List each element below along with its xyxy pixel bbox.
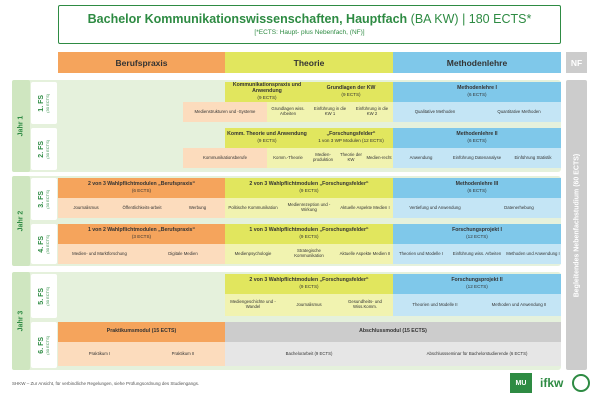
module-methodenlehre-3: Methodenlehre III (6 ECTS) (393, 178, 561, 198)
course-einfuehrung-statistik: Einführung Statistik (505, 148, 561, 168)
course-strategische-kommunikation: Strategische Kommunikation (281, 244, 337, 264)
module-forschungsprojekt-2: Forschungsprojekt II (12 ECTS) (393, 274, 561, 294)
header-nf: NF (566, 52, 587, 73)
course-kommunikationsberufe: Kommunikationsberufe (183, 148, 267, 168)
semester-5: 5. FS (30 ECTS) (31, 274, 57, 318)
year-label-3: Jahr 3 (12, 272, 30, 370)
course-medienrezeption: Medienrezeption und -Wirkung (281, 198, 337, 218)
course-gesundheitskommunikation: Gesundheits- und Wiss.Komm. (337, 294, 393, 316)
course-aktuelle-aspekte-2: Aktuelle Aspekte Medien II (337, 244, 393, 264)
semester-1: 1. FS (30 ECTS) (31, 82, 57, 124)
course-qualitative-methoden: Qualitative Methoden (393, 102, 477, 122)
course-komm-theorie: Komm.-Theorie (267, 148, 309, 168)
course-medienstrukturen: Medienstrukturen und -Systeme (183, 102, 267, 122)
course-einfuehrung-datenanalyse: Einführung Datenanalyse (449, 148, 505, 168)
semester-3: 3. FS (30 ECTS) (31, 178, 57, 220)
course-einfuehrung-kw-1: Einführung in die KW 1 (309, 102, 351, 122)
course-oeffentlichkeitsarbeit: Öffentlichkeits-arbeit (114, 198, 170, 218)
course-marktforschung: Medien- und Marktforschung (58, 244, 141, 264)
module-kommunikationspraxis: Kommunikationspraxis und Anwendung (9 ECTS) (225, 82, 309, 102)
semester-6: 6. FS (30 ECTS) (31, 322, 57, 368)
module-wp-berufspraxis-4: 1 von 2 Wahlpflichtmodulen „Berufspraxis“ (3 ECTS) (58, 224, 225, 244)
year-label-1: Jahr 1 (12, 80, 30, 172)
nebenfach-column: Begleitendes Nebenfachstudium (60 ECTS) (566, 80, 587, 370)
course-praktikum-2: Praktikum II (141, 342, 225, 366)
course-datenerhebung: Datenerhebung (477, 198, 561, 218)
header-theorie: Theorie (225, 52, 393, 73)
course-medienpsychologie: Medienpsychologie (225, 244, 281, 264)
course-einfuehrung-wiss-arbeiten: Einführung wiss. Arbeiten (449, 244, 505, 264)
course-bachelorarbeit: Bachelorarbeit (9 ECTS) (225, 342, 393, 366)
header-methodenlehre: Methodenlehre (393, 52, 561, 73)
module-wp-forschungsfelder-5: 2 von 3 Wahlpflichtmodulen „Forschungsfelder“ (9 ECTS) (225, 274, 393, 294)
course-aktuelle-aspekte-1: Aktuelle Aspekte Medien I (337, 198, 393, 218)
course-methoden-anwendung-1: Methoden und Anwendung I (505, 244, 561, 264)
course-theorien-modelle-2: Theorien und Modelle II (393, 294, 477, 316)
module-wp-forschungsfelder-3: 2 von 3 Wahlpflichtmodulen „Forschungsfelder“ (9 ECTS) (225, 178, 393, 198)
page-title: Bachelor Kommunikationswissenschaften, Hauptfach (BA KW) | 180 ECTS* (87, 12, 532, 26)
semester-4: 4. FS (30 ECTS) (31, 224, 57, 264)
course-anwendung: Anwendung (393, 148, 449, 168)
title-box (58, 5, 561, 44)
course-grundlagen-wiss-arbeiten: Grundlagen wiss. Arbeiten (267, 102, 309, 122)
module-komm-theorie: Komm. Theorie und Anwendung (9 ECTS) (225, 128, 309, 148)
course-politische-kommunikation: Politische Kommunikation (225, 198, 281, 218)
course-medienproduktion: Medien-produktion (309, 148, 337, 168)
module-praktikum: Praktikumsmodul (15 ECTS) (58, 322, 225, 342)
course-abschlussseminar: Abschlussseminar für Bachelorstudierende (6 ECTS) (393, 342, 561, 366)
course-theorien-modelle-1: Theorien und Modelle I (393, 244, 449, 264)
module-forschungsprojekt-1: Forschungsprojekt I (12 ECTS) (393, 224, 561, 244)
course-methoden-anwendung-2: Methoden und Anwendung II (477, 294, 561, 316)
module-grundlagen-kw: Grundlagen der KW (9 ECTS) (309, 82, 393, 102)
course-medienrecht: Medien-recht (365, 148, 393, 168)
course-einfuehrung-kw-2: Einführung in die KW 2 (351, 102, 393, 122)
module-methodenlehre-1: Methodenlehre I (6 ECTS) (393, 82, 561, 102)
course-journalismus-5: Journalismus (281, 294, 337, 316)
module-wp-forschungsfelder-4: 1 von 3 Wahlpflichtmodulen „Forschungsfelder“ (9 ECTS) (225, 224, 393, 244)
module-methodenlehre-2: Methodenlehre II (6 ECTS) (393, 128, 561, 148)
course-journalismus: Journalismus (58, 198, 114, 218)
university-logo: MU (510, 373, 532, 393)
course-digitale-medien: Digitale Medien (141, 244, 225, 264)
course-theorie-kw: Theorie der KW (337, 148, 365, 168)
course-vertiefung-anwendung: Vertiefung und Anwendung (393, 198, 477, 218)
course-quantitative-methoden: Quantitative Methoden (477, 102, 561, 122)
footer-note: SHKW – Zur Ansicht, für verbindliche Regelungen, siehe Prüfungsordnung des Studiengangs. (12, 381, 200, 386)
title-note: [*ECTS: Haupt- plus Nebenfach, (NF)] (254, 29, 365, 36)
module-wp-berufspraxis-3: 2 von 3 Wahlpflichtmodulen „Berufspraxis“ (6 ECTS) (58, 178, 225, 198)
module-abschluss: Abschlussmodul (15 ECTS) (225, 322, 561, 342)
ifkw-logo: ifkw (540, 376, 564, 390)
module-forschungsfelder: „Forschungsfelder“ 1 von 3 WP Modulen (12 ECTS) (309, 128, 393, 148)
year-label-2: Jahr 2 (12, 176, 30, 266)
semester-2: 2. FS (30 ECTS) (31, 128, 57, 170)
circle-logo-icon (572, 374, 590, 392)
course-werbung: Werbung (170, 198, 225, 218)
course-praktikum-1: Praktikum I (58, 342, 141, 366)
course-mediengeschichte: Mediengeschichte und -Wandel (225, 294, 281, 316)
header-berufspraxis: Berufspraxis (58, 52, 225, 73)
